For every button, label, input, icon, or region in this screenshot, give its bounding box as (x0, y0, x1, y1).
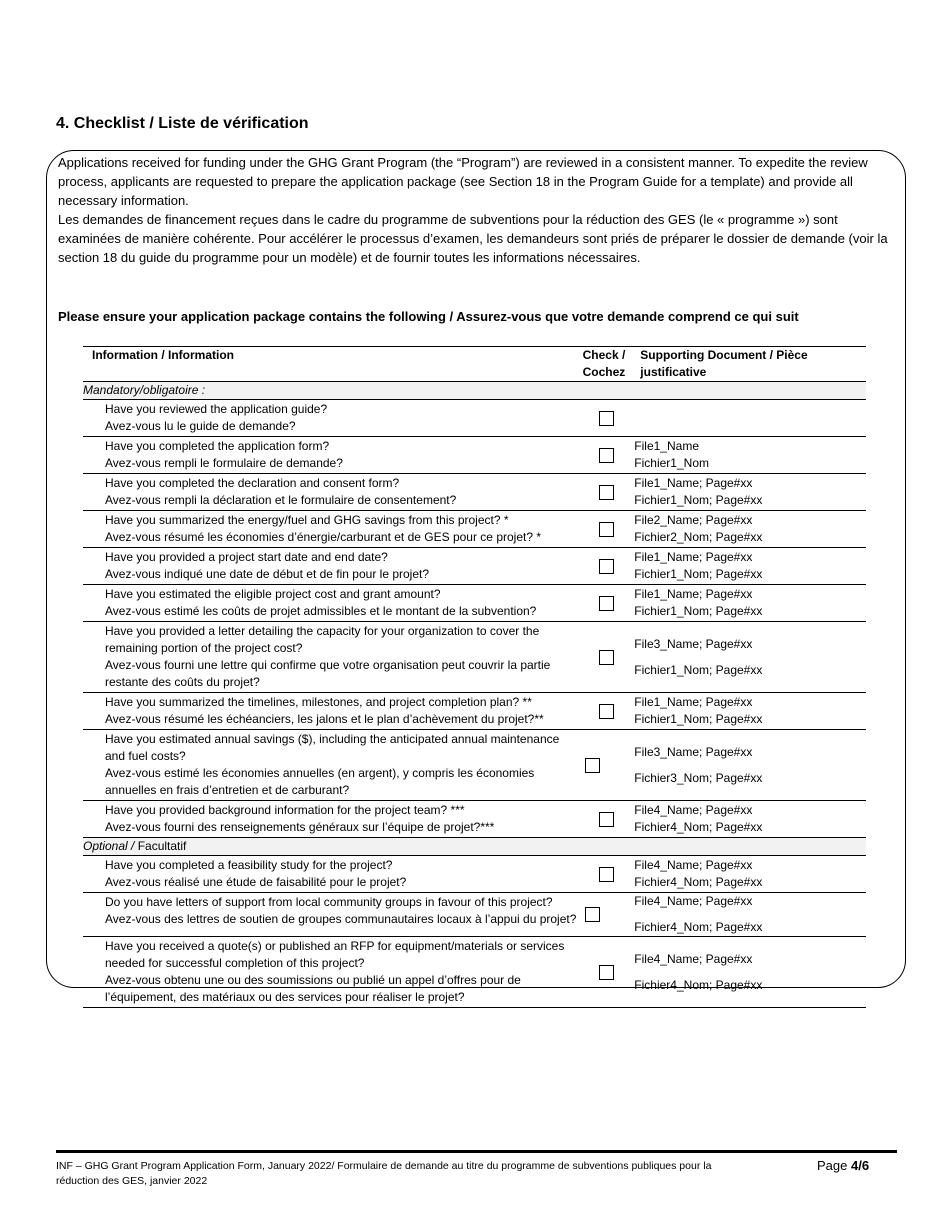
header-information: Information / Information (83, 347, 583, 382)
question-french: Avez-vous estimé les coûts de projet admissibles et le montant de la subvention? (105, 604, 537, 618)
supporting-document-fr: Fichier4_Nom; Page#xx (634, 920, 763, 934)
check-cell (583, 437, 631, 474)
supporting-document-en: File4_Name; Page#xx (634, 858, 753, 872)
checklist-row (83, 622, 866, 693)
question-cell (83, 474, 583, 511)
question-english: Have you reviewed the application guide? (105, 402, 328, 416)
checklist-row (83, 548, 866, 585)
check-cell (583, 693, 631, 730)
supporting-document-en: File4_Name; Page#xx (634, 894, 753, 908)
question-cell (83, 730, 583, 801)
question-french: Avez-vous estimé les économies annuelles (en argent), y compris les économies annuelles en frais d’entretien et de carburant? (105, 766, 535, 797)
question-english: Have you estimated the eligible project cost and grant amount? (105, 587, 441, 601)
optional-label-rest: Facultatif (134, 839, 187, 853)
supporting-document-en: File1_Name; Page#xx (634, 695, 753, 709)
supporting-document-fr: Fichier3_Nom; Page#xx (634, 770, 763, 785)
checklist-row (83, 893, 866, 937)
supporting-document-fr: Fichier4_Nom; Page#xx (634, 820, 763, 834)
section-optional (83, 838, 866, 856)
supporting-document-fr: Fichier1_Nom; Page#xx (634, 604, 763, 618)
check-cell (583, 585, 631, 622)
question-english: Have you completed a feasibility study for the project? (105, 858, 393, 872)
header-check: Check / Cochez (583, 347, 631, 382)
check-cell (583, 622, 631, 693)
question-english: Have you provided a project start date and end date? (105, 550, 388, 564)
checklist-row (83, 693, 866, 730)
question-english: Have you provided a letter detailing the capacity for your organization to cover the remaining portion of the project cost? (105, 624, 540, 655)
checkbox[interactable] (599, 867, 614, 882)
supporting-document-cell (630, 400, 866, 437)
check-cell (583, 801, 631, 838)
question-french: Avez-vous réalisé une étude de faisabilité pour le projet? (105, 875, 407, 889)
checkbox[interactable] (599, 448, 614, 463)
question-english: Have you completed the declaration and consent form? (105, 476, 400, 490)
supporting-document-cell (630, 893, 866, 937)
supporting-document-cell (630, 585, 866, 622)
intro-french: Les demandes de financement reçues dans le cadre du programme de subventions pour la réduction des GES (le « programme ») sont examinées de manière cohérente. Pour accélérer le processus d’examen, les demandeurs sont priés de préparer le dossier de demande (voir la section 18 du guide du programme pour un modèle) et de fournir toutes les informations nécessaires. (58, 212, 888, 265)
question-french: Avez-vous rempli le formulaire de demande? (105, 456, 343, 470)
supporting-document-fr: Fichier4_Nom; Page#xx (634, 977, 763, 992)
checklist-row (83, 437, 866, 474)
supporting-document-fr: Fichier1_Nom; Page#xx (634, 712, 763, 726)
checkbox[interactable] (599, 812, 614, 827)
supporting-document-fr: Fichier4_Nom; Page#xx (634, 875, 763, 889)
checkbox[interactable] (599, 965, 614, 980)
check-cell (583, 893, 631, 937)
supporting-document-cell (630, 937, 866, 1008)
question-french: Avez-vous fourni une lettre qui confirme que votre organisation peut couvrir la partie restante des coûts du projet? (105, 658, 551, 689)
intro-english: Applications received for funding under the GHG Grant Program (the “Program”) are reviewed in a consistent manner. To expedite the review process, applicants are requested to prepare the application package (see Section 18 in the Program Guide for a template) and provide all necessary information. (58, 155, 868, 208)
checkbox[interactable] (585, 907, 600, 922)
footer-text: INF – GHG Grant Program Application Form, January 2022/ Formulaire de demande au titre du programme de subventions publiques pour la réduction des GES, janvier 2022 (56, 1160, 712, 1187)
question-french: Avez-vous résumé les économies d’énergie/carburant et de GES pour ce projet? * (105, 530, 542, 544)
checklist-table (83, 346, 866, 1008)
optional-label: Optional / (83, 839, 135, 853)
question-cell (83, 856, 583, 893)
supporting-document-fr: Fichier2_Nom; Page#xx (634, 530, 763, 544)
check-cell (583, 511, 631, 548)
mandatory-label: Mandatory/obligatoire : (83, 383, 206, 397)
supporting-document-en: File1_Name; Page#xx (634, 476, 753, 490)
supporting-document-cell (630, 693, 866, 730)
supporting-document-fr: Fichier1_Nom (634, 456, 709, 470)
question-english: Have you provided background information for the project team? *** (105, 803, 465, 817)
supporting-document-cell (630, 856, 866, 893)
checklist-row (83, 474, 866, 511)
question-cell (83, 693, 583, 730)
supporting-document-cell (630, 801, 866, 838)
question-english: Do you have letters of support from local community groups in favour of this project? (105, 895, 553, 909)
checkbox[interactable] (599, 559, 614, 574)
supporting-document-en: File1_Name (634, 439, 699, 453)
question-english: Have you summarized the timelines, milestones, and project completion plan? ** (105, 695, 532, 709)
question-english: Have you completed the application form? (105, 439, 330, 453)
question-cell (83, 548, 583, 585)
supporting-document-cell (630, 437, 866, 474)
question-french: Avez-vous lu le guide de demande? (105, 419, 296, 433)
checkbox[interactable] (599, 522, 614, 537)
check-cell (583, 730, 631, 801)
check-cell (583, 937, 631, 1008)
checkbox[interactable] (599, 596, 614, 611)
intro-text (58, 153, 888, 267)
question-french: Avez-vous fourni des renseignements généraux sur l’équipe de projet?*** (105, 820, 495, 834)
footer-rule (56, 1150, 897, 1153)
checkbox[interactable] (585, 758, 600, 773)
check-cell (583, 856, 631, 893)
question-cell (83, 585, 583, 622)
question-french: Avez-vous des lettres de soutien de groupes communautaires locaux à l’appui du projet? (105, 912, 577, 926)
question-cell (83, 622, 583, 693)
supporting-document-en: File3_Name; Page#xx (634, 744, 753, 759)
supporting-document-cell (630, 548, 866, 585)
question-english: Have you received a quote(s) or published an RFP for equipment/materials or services needed for successful completion of this project? (105, 939, 565, 970)
header-supporting-document: Supporting Document / Pièce justificative (630, 347, 866, 382)
checklist-row (83, 511, 866, 548)
question-french: Avez-vous résumé les échéanciers, les jalons et le plan d’achèvement du projet?** (105, 712, 544, 726)
supporting-document-fr: Fichier1_Nom; Page#xx (634, 567, 763, 581)
checkbox[interactable] (599, 704, 614, 719)
checkbox[interactable] (599, 411, 614, 426)
supporting-document-fr: Fichier1_Nom; Page#xx (634, 493, 763, 507)
checkbox[interactable] (599, 650, 614, 665)
check-cell (583, 548, 631, 585)
supporting-document-fr: Fichier1_Nom; Page#xx (634, 662, 763, 677)
instruction: Please ensure your application package contains the following / Assurez-vous que votre demande comprend ce qui suit (58, 309, 799, 324)
question-french: Avez-vous obtenu une ou des soumissions ou publié un appel d’offres pour de l’équipement, des matériaux ou des services pour réaliser le projet? (105, 973, 521, 1004)
table-header (83, 347, 866, 382)
supporting-document-en: File4_Name; Page#xx (634, 951, 753, 966)
question-cell (83, 400, 583, 437)
checklist-body (83, 382, 866, 1008)
checkbox[interactable] (599, 485, 614, 500)
question-cell (83, 511, 583, 548)
question-english: Have you estimated annual savings ($), including the anticipated annual maintenance and fuel costs? (105, 732, 560, 763)
question-cell (83, 801, 583, 838)
check-cell (583, 474, 631, 511)
question-french: Avez-vous rempli la déclaration et le formulaire de consentement? (105, 493, 457, 507)
section-mandatory (83, 382, 866, 400)
checklist-row (83, 937, 866, 1008)
supporting-document-cell (630, 474, 866, 511)
checklist-row (83, 400, 866, 437)
checklist-row (83, 730, 866, 801)
supporting-document-cell (630, 622, 866, 693)
checklist-row (83, 801, 866, 838)
supporting-document-en: File3_Name; Page#xx (634, 636, 753, 651)
checklist-row (83, 585, 866, 622)
supporting-document-cell (630, 730, 866, 801)
question-cell (83, 893, 583, 937)
supporting-document-cell (630, 511, 866, 548)
question-cell (83, 437, 583, 474)
supporting-document-en: File1_Name; Page#xx (634, 550, 753, 564)
page-number: Page 4/6 (817, 1158, 870, 1173)
section-heading: 4. Checklist / Liste de vérification (56, 115, 309, 132)
question-french: Avez-vous indiqué une date de début et de fin pour le projet? (105, 567, 430, 581)
supporting-document-en: File4_Name; Page#xx (634, 803, 753, 817)
supporting-document-en: File2_Name; Page#xx (634, 513, 753, 527)
check-cell (583, 400, 631, 437)
checklist-row (83, 856, 866, 893)
question-english: Have you summarized the energy/fuel and GHG savings from this project? * (105, 513, 509, 527)
supporting-document-en: File1_Name; Page#xx (634, 587, 753, 601)
question-cell (83, 937, 583, 1008)
